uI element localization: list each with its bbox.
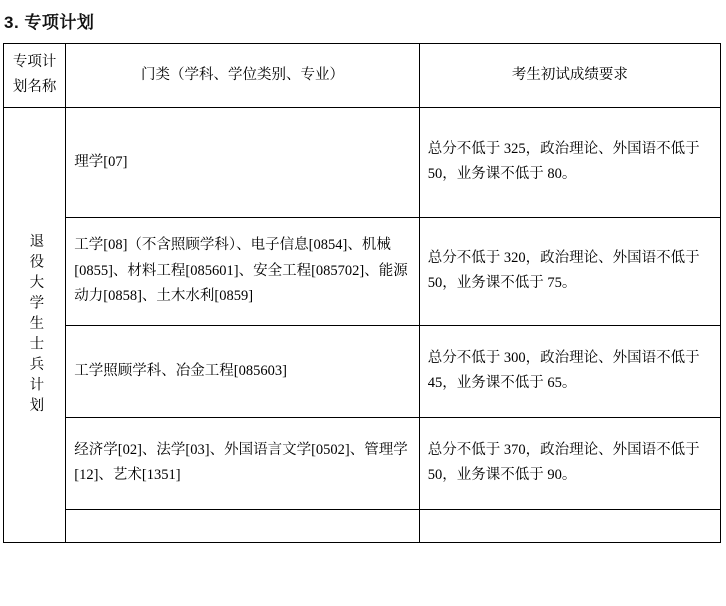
requirement-cell: 总分不低于 320，政治理论、外国语不低于 50，业务课不低于 75。 bbox=[419, 217, 720, 325]
special-plan-table bbox=[3, 43, 721, 543]
page-title: 3. 专项计划 bbox=[4, 13, 95, 32]
table-row-partial bbox=[4, 509, 721, 542]
category-cell: 理学[07] bbox=[66, 107, 419, 217]
column-header-score-requirement: 考生初试成绩要求 bbox=[419, 44, 720, 108]
table-header-row bbox=[4, 44, 721, 108]
category-cell-empty bbox=[66, 509, 419, 542]
plan-name-cell bbox=[4, 107, 66, 542]
column-header-plan-name: 专项计划名称 bbox=[4, 44, 66, 108]
column-header-category: 门类（学科、学位类别、专业） bbox=[66, 44, 419, 108]
table-row bbox=[4, 417, 721, 509]
category-cell: 工学[08]（不含照顾学科）、电子信息[0854]、机械[0855]、材料工程[085601]、安全工程[085702]、能源动力[0858]、土木水利[0859] bbox=[66, 217, 419, 325]
requirement-cell: 总分不低于 325，政治理论、外国语不低于 50，业务课不低于 80。 bbox=[419, 107, 720, 217]
requirement-cell-empty bbox=[419, 509, 720, 542]
category-cell: 工学照顾学科、冶金工程[085603] bbox=[66, 325, 419, 417]
requirement-cell: 总分不低于 370，政治理论、外国语不低于 50，业务课不低于 90。 bbox=[419, 417, 720, 509]
table-row bbox=[4, 325, 721, 417]
requirement-cell: 总分不低于 300，政治理论、外国语不低于 45，业务课不低于 65。 bbox=[419, 325, 720, 417]
plan-name-text: 退役大学生士兵计划 bbox=[27, 232, 44, 417]
category-cell: 经济学[02]、法学[03]、外国语言文学[0502]、管理学[12]、艺术[1351] bbox=[66, 417, 419, 509]
table-row bbox=[4, 107, 721, 217]
table-row bbox=[4, 217, 721, 325]
